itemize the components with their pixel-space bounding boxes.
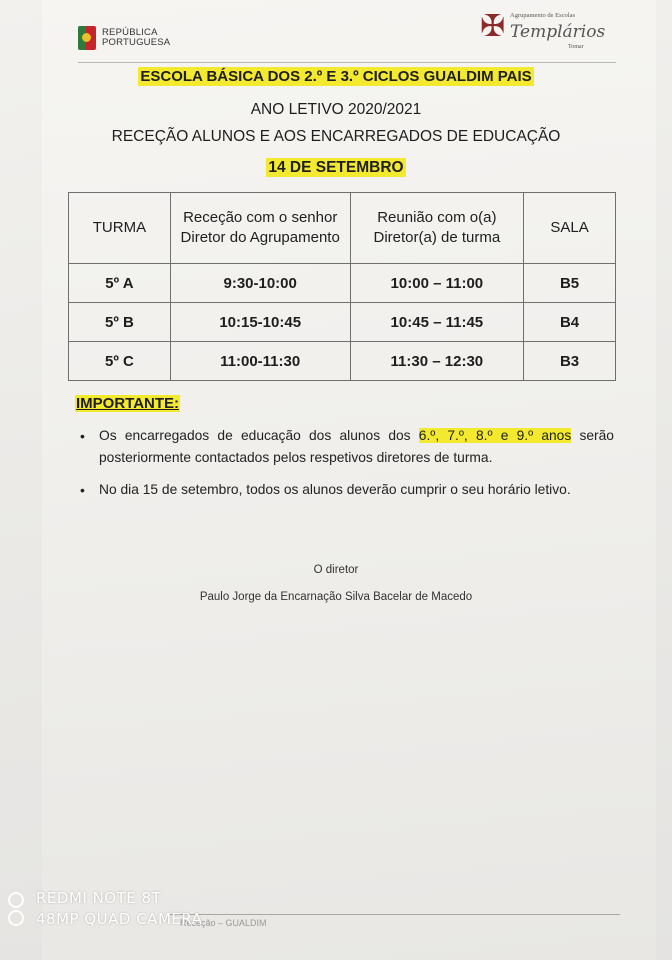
- watermark-line-1: REDMI NOTE 8T: [36, 889, 162, 907]
- cell-reuniao: 10:00 – 11:00: [350, 264, 524, 303]
- footer-faint-text: Receção – GUALDIM: [180, 918, 267, 928]
- important-heading: [75, 395, 180, 412]
- list-item: • No dia 15 de setembro, todos os alunos deverão cumprir o seu horário letivo.: [80, 479, 614, 501]
- cell-turma: 5º C: [69, 342, 171, 381]
- table-row: [69, 342, 616, 381]
- templarios-logo: [480, 6, 606, 54]
- school-title-text: ESCOLA BÁSICA DOS 2.º E 3.º CICLOS GUALDIM PAIS: [140, 68, 532, 85]
- cell-turma: 5º A: [69, 264, 171, 303]
- left-logo-line-1: REPÚBLICA: [102, 27, 158, 38]
- right-logo-tiny: Tomar: [568, 44, 584, 50]
- right-logo-big: Templários: [510, 22, 606, 42]
- templar-cross-icon: ✠: [480, 10, 506, 43]
- year-title: ANO LETIVO 2020/2021: [250, 101, 422, 118]
- cell-rececao: 10:15-10:45: [170, 303, 350, 342]
- republica-portuguesa-logo: [78, 26, 170, 50]
- portuguese-flag-icon: [78, 26, 96, 50]
- header-sala: SALA: [524, 193, 616, 264]
- bullet1-post: serão posteriormente contactados pelos respetivos diretores de turma.: [99, 428, 614, 465]
- watermark-line-2: 48MP QUAD CAMERA: [36, 910, 203, 928]
- left-logo-line-2: PORTUGUESA: [102, 37, 171, 48]
- important-list: [80, 425, 614, 511]
- cell-sala: B3: [524, 342, 616, 381]
- bullet1-pre: Os encarregados de educação dos alunos dos: [99, 428, 419, 443]
- reception-title: RECEÇÃO ALUNOS E AOS ENCARREGADOS DE EDUCAÇÃO: [111, 128, 561, 145]
- header-reuniao: Reunião com o(a) Diretor(a) de turma: [350, 193, 524, 264]
- schedule-table: [68, 192, 616, 381]
- date-title: [0, 159, 672, 177]
- cell-reuniao: 11:30 – 12:30: [350, 342, 524, 381]
- cell-turma: 5º B: [69, 303, 171, 342]
- important-label: IMPORTANTE:: [76, 395, 180, 412]
- right-logo-small: Agrupamento de Escolas: [510, 12, 575, 19]
- camera-rings-icon: [6, 890, 28, 928]
- camera-watermark: [6, 888, 202, 930]
- table-row: [69, 264, 616, 303]
- list-item: [80, 425, 614, 469]
- signature-role: O diretor: [313, 564, 359, 576]
- header-divider: [78, 62, 616, 63]
- table-row: [69, 303, 616, 342]
- table-header-row: [69, 193, 616, 264]
- cell-sala: B5: [524, 264, 616, 303]
- cell-sala: B4: [524, 303, 616, 342]
- header-turma: TURMA: [69, 193, 171, 264]
- header-rececao: Receção com o senhor Diretor do Agrupamento: [170, 193, 350, 264]
- cell-rececao: 11:00-11:30: [170, 342, 350, 381]
- cell-rececao: 9:30-10:00: [170, 264, 350, 303]
- signature-name: Paulo Jorge da Encarnação Silva Bacelar de Macedo: [199, 591, 473, 603]
- cell-reuniao: 10:45 – 11:45: [350, 303, 524, 342]
- date-title-text: 14 DE SETEMBRO: [268, 159, 404, 176]
- school-title: [0, 68, 672, 85]
- footer-divider: [170, 914, 620, 915]
- bullet1-highlight: 6.º, 7.º, 8.º e 9.º anos: [418, 428, 572, 443]
